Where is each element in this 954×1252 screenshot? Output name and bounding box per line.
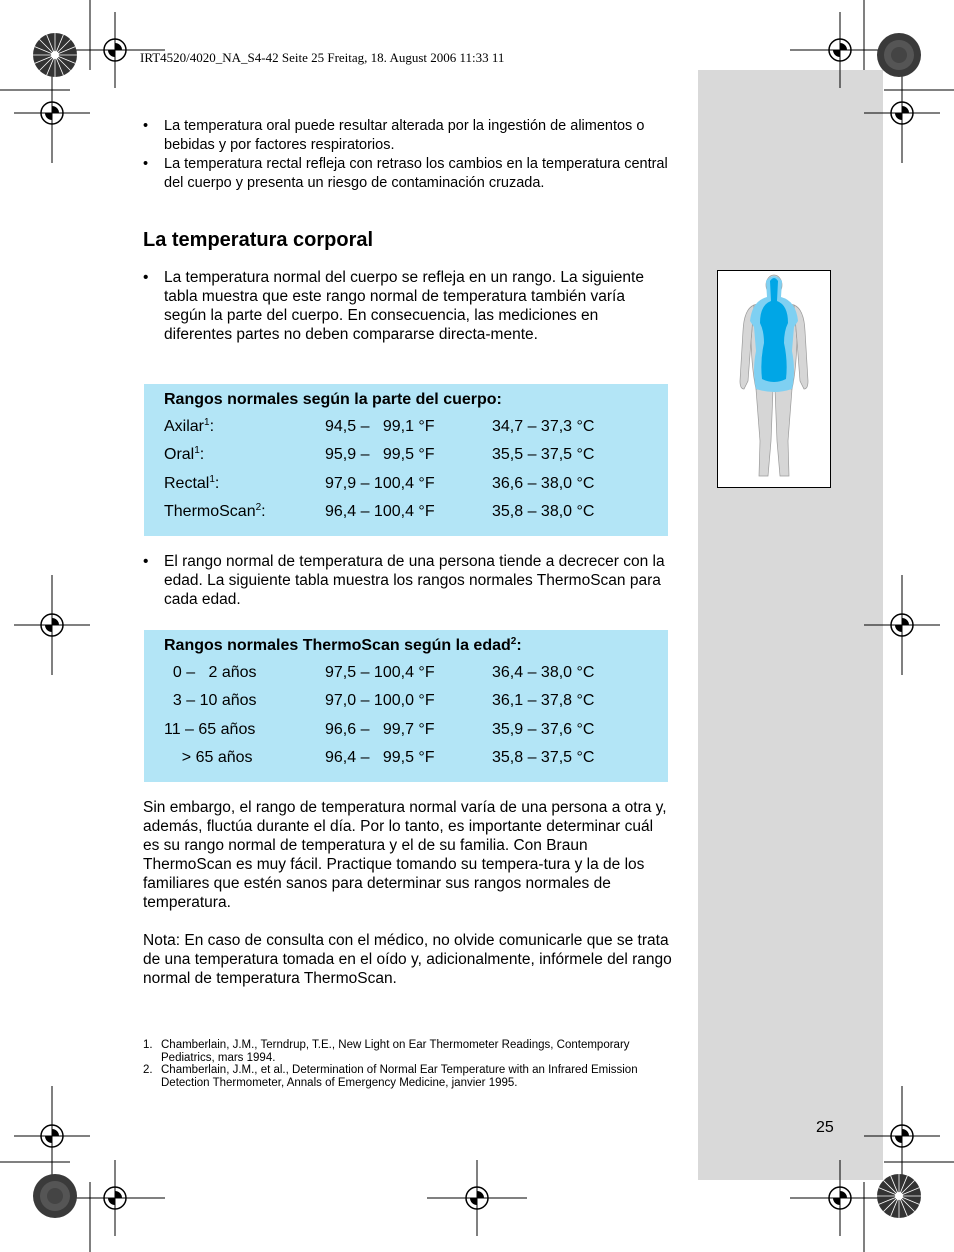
age-label: 11 – 65 años <box>164 721 256 738</box>
fahrenheit-range: 96,6 – 99,7 °F <box>325 721 435 738</box>
fahrenheit-range: 97,9 – 100,4 °F <box>325 475 435 492</box>
body-bullet-list <box>143 552 668 609</box>
age-label: 0 – 2 años <box>164 664 257 681</box>
paragraph: Nota: En caso de consulta con el médico, no olvide comunicarle que se trata de una temperatura tomada en el oído y, adicionalmente, infórmele del rango normal de temperatura ThermoScan. <box>143 932 672 987</box>
print-imprint: IRT4520/4020_NA_S4-42 Seite 25 Freitag, 18. August 2006 11:33 11 <box>140 50 505 65</box>
fahrenheit-range: 97,5 – 100,4 °F <box>325 664 435 681</box>
table-row <box>164 692 668 712</box>
row-label: Oral$^1$: <box>164 445 205 463</box>
table-row <box>164 475 668 495</box>
footnotes <box>143 1039 663 1089</box>
fahrenheit-range: 94,5 – 99,1 °F <box>325 418 435 435</box>
fahrenheit-range: 95,9 – 99,5 °F <box>325 446 435 463</box>
footnote: 1. Chamberlain, J.M., Terndrup, T.E., New Light on Ear Thermometer Readings, Contemporary Pediatrics, mars 1994. <box>143 1039 630 1064</box>
celsius-range: 35,8 – 37,5 °C <box>492 749 595 766</box>
celsius-range: 34,7 – 37,3 °C <box>492 418 595 435</box>
row-label: ThermoScan$^2$: <box>164 502 266 520</box>
list-item: • La temperatura oral puede resultar alterada por la ingestión de alimentos o bebidas y por factores respiratorios. <box>143 117 668 155</box>
celsius-range: 35,8 – 38,0 °C <box>492 503 595 520</box>
body-range-table <box>144 384 668 536</box>
fahrenheit-range: 96,4 – 99,5 °F <box>325 749 435 766</box>
thermal-core-zone <box>760 278 788 382</box>
human-body-thermal-figure <box>717 270 831 488</box>
celsius-range: 36,4 – 38,0 °C <box>492 664 595 681</box>
row-label: Axilar$^1$: <box>164 417 215 435</box>
table-title: Rangos normales ThermoScan según la edad$^2$: <box>164 636 522 654</box>
footnote: 2. Chamberlain, J.M., et al., Determination of Normal Ear Temperature with an Infrared Emission Detection Thermometer, Annals of Emergency Medicine, janvier 1995. <box>143 1064 638 1089</box>
sidebar-panel <box>698 70 883 1180</box>
row-label: Rectal$^1$: <box>164 474 220 492</box>
table-row <box>164 503 668 523</box>
list-item: • La temperatura normal del cuerpo se refleja en un rango. La siguiente tabla muestra que este rango normal de temperatura también varía según la parte del cuerpo. En consecuencia, las mediciones en diferentes partes no deben compararse directa-mente. <box>143 268 668 344</box>
celsius-range: 35,9 – 37,6 °C <box>492 721 595 738</box>
list-item: • El rango normal de temperatura de una persona tiende a decrecer con la edad. La siguiente tabla muestra los rangos normales ThermoScan para cada edad. <box>143 552 668 609</box>
table-row <box>164 749 668 769</box>
intro-bullet-list <box>143 117 668 193</box>
section-title: La temperatura corporal <box>143 229 374 251</box>
age-label: 3 – 10 años <box>164 692 257 709</box>
table-title: Rangos normales según la parte del cuerpo: <box>164 391 502 408</box>
fahrenheit-range: 96,4 – 100,4 °F <box>325 503 435 520</box>
table-row <box>164 664 668 684</box>
list-item: • La temperatura rectal refleja con retraso los cambios en la temperatura central del cuerpo y presenta un riesgo de contaminación cruzada. <box>143 155 668 193</box>
celsius-range: 35,5 – 37,5 °C <box>492 446 595 463</box>
table-row <box>164 418 668 438</box>
age-range-table <box>144 630 668 782</box>
page-number: 25 <box>816 1119 834 1136</box>
fahrenheit-range: 97,0 – 100,0 °F <box>325 692 435 709</box>
celsius-range: 36,6 – 38,0 °C <box>492 475 595 492</box>
body-bullet-list <box>143 268 668 344</box>
age-label: > 65 años <box>164 749 253 766</box>
celsius-range: 36,1 – 37,8 °C <box>492 692 595 709</box>
table-row <box>164 446 668 466</box>
table-row <box>164 721 668 741</box>
paragraph: Sin embargo, el rango de temperatura normal varía de una persona a otra y, además, fluctúa durante el día. Por lo tanto, es importante determinar cuál es su rango normal de temperatura y el de su familia. Con Braun ThermoScan es muy fácil. Practique tomando su tempera-tura y la de los familiares que estén sanos para determinar sus rangos normales de temperatura. <box>143 799 667 911</box>
